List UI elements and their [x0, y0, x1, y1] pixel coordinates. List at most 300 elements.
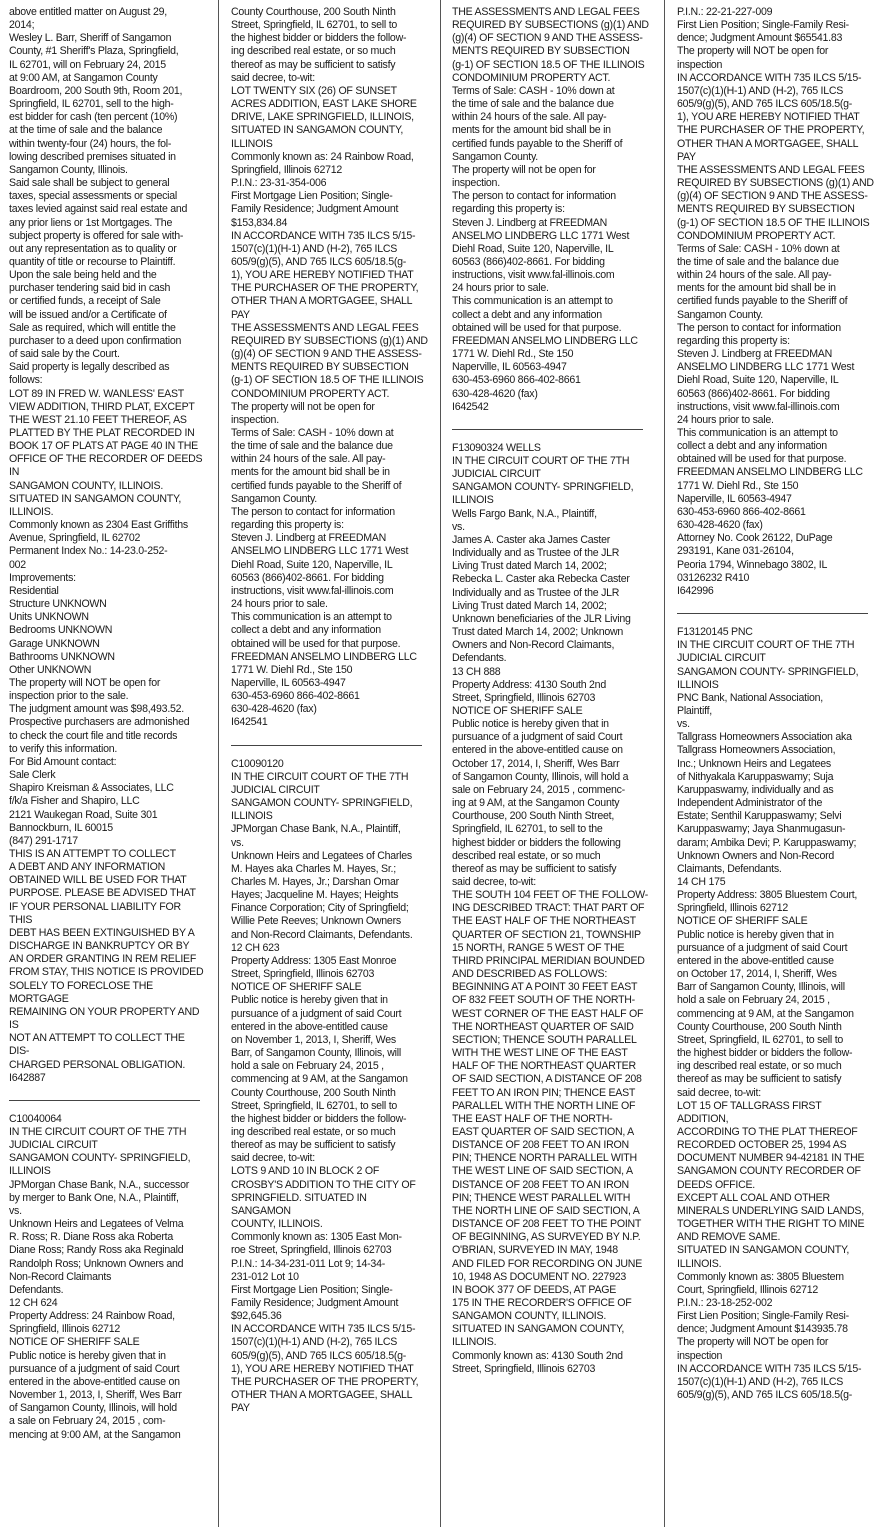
notice-line: OTHER THAN A MORTGAGEE, SHALL PAY [231, 295, 412, 321]
notice-line: OTHER THAN A MORTGAGEE, SHALL PAY [231, 1389, 412, 1415]
notice-line: DEBT HAS BEEN EXTINGUISHED BY A [9, 926, 195, 939]
notice-line: ACRES ADDITION, EAST LAKE SHORE [231, 98, 417, 111]
notice-line: ILLINOIS. [452, 1336, 497, 1349]
notice-line: P.I.N.: 14-34-231-011 Lot 9; 14-34- [231, 1257, 385, 1270]
notice-line: by merger to Bank One, N.A., Plaintiff, [9, 1191, 179, 1204]
notice-line: County Courthouse, 200 South Ninth [231, 6, 396, 18]
notice-line: SPRINGFIELD. SITUATED IN SANGAMON [231, 1191, 367, 1217]
notice-line: JUDICIAL CIRCUIT [9, 1139, 98, 1152]
notice-line: 13 CH 888 [452, 665, 501, 678]
notice-line: 15 NORTH, RANGE 5 WEST OF THE [452, 941, 625, 954]
notice-line: vs. [231, 836, 244, 849]
notice-line: instructions, visit www.fal-illinois.com [452, 269, 615, 282]
notice-line: Steven J. Lindberg at FREEDMAN [231, 532, 387, 545]
notice-line: inspection. [452, 177, 500, 190]
notice-line: DISCHARGE IN BANKRUPTCY OR BY [9, 940, 190, 953]
notice-line: Steven J. Lindberg at FREEDMAN [677, 348, 833, 361]
notice-line: This communication is an attempt to [231, 611, 392, 624]
notice-line: James A. Caster aka James Caster [452, 533, 611, 546]
notice-line: Non-Record Claimants [9, 1270, 112, 1283]
notice-line: NOTICE OF SHERIFF SALE [231, 981, 362, 994]
column-divider [664, 0, 665, 1527]
notice-line: 630-453-6960 866-402-8661 [677, 505, 806, 518]
notice-line: ments for the amount bid shall be in [231, 466, 390, 479]
notice-line: quantity of title or recourse to Plaintiff. [9, 255, 176, 268]
notice-line: Public notice is hereby given that in [9, 1349, 166, 1362]
notice-line: said decree, to-wit: [231, 71, 315, 84]
notice-line: County Courthouse, 200 South Ninth [677, 1020, 842, 1033]
notice-line: JPMorgan Chase Bank, N.A., Plaintiff, [231, 823, 401, 836]
notice-line: vs. [452, 520, 465, 533]
notice-line: OTHER THAN A MORTGAGEE, SHALL PAY [677, 137, 858, 163]
notice-line: said decree, to-wit: [231, 1152, 315, 1165]
notice-line: JUDICIAL CIRCUIT [452, 468, 541, 481]
notice-line: Diane Ross; Randy Ross aka Reginald [9, 1244, 184, 1257]
notice-line: Street, Springfield, IL 62701, to sell to [231, 1099, 398, 1112]
notice-line: First Mortgage Lien Position; Single- [231, 1283, 393, 1296]
notice-line: EAST QUARTER OF SAID SECTION, A [452, 1125, 634, 1138]
notice-line: SANGAMON COUNTY- SPRINGFIELD, [231, 797, 413, 810]
notice-line: of said sale by the Court. [9, 348, 120, 361]
notice-line: Peoria 1794, Winnebago 3802, IL [677, 558, 828, 571]
notice-line: collect a debt and any information [677, 440, 827, 453]
notice-line: out any representation as to quality or [9, 242, 177, 255]
notice-line: (847) 291-1717 [9, 834, 78, 847]
notice-line: the time of sale and the balance due [677, 255, 839, 268]
notice-line: MINERALS UNDERLYING SAID LANDS, [677, 1204, 864, 1217]
notice-line: 60563 (866)402-8661. For bidding [452, 255, 605, 268]
column-2 [231, 6, 428, 1526]
notice-line: certified funds payable to the Sheriff of [452, 137, 623, 150]
notice-line: 60563 (866)402-8661. For bidding [677, 387, 830, 400]
notice-line: 24 hours prior to sale. [231, 598, 328, 611]
notice-line: 1771 W. Diehl Rd., Ste 150 [452, 348, 574, 361]
notice-line: ANSELMO LINDBERG LLC 1771 West [677, 361, 855, 374]
notice-line: Charles M. Hayes, Jr.; Darshan Omar [231, 876, 399, 888]
notice-line: The property will not be open for [231, 400, 375, 413]
notice-line: purchaser tendering said bid in cash [9, 282, 171, 295]
notice-line: THE WEST 21.10 FEET THEREOF, AS [9, 413, 187, 426]
notice-line: subject property is offered for sale with- [9, 229, 184, 242]
notice-line: THE ASSESSMENTS AND LEGAL FEES [677, 163, 865, 176]
notice-line: hold a sale on February 24, 2015 , [231, 1060, 384, 1073]
notice-line: thereof as may be sufficient to satisfy [677, 1073, 842, 1086]
notice-line: PARALLEL WITH THE NORTH LINE OF [452, 1099, 636, 1112]
notice-line: The person to contact for information [452, 190, 616, 203]
notice-line: I642541 [231, 716, 268, 729]
notice-line: 1507(c)(1)(H-1) AND (H-2), 765 ILCS [231, 242, 398, 255]
notice-line: IN ACCORDANCE WITH 735 ILCS 5/15- [231, 229, 416, 242]
notice-line: SITUATED IN SANGAMON COUNTY, [677, 1244, 850, 1257]
notice-line: Unknown Heirs and Legatees of Velma [9, 1218, 184, 1231]
notice-line: Said property is legally described as [9, 361, 170, 374]
notice-line: dence; Judgment Amount $65541.83 [677, 32, 843, 45]
notice-line: Estate; Senthil Karuppaswamy; Selvi [677, 810, 842, 823]
notice-line: of Sangamon County, Illinois, will hold a [452, 770, 629, 783]
notice-line: SANGAMON COUNTY- SPRINGFIELD, [452, 481, 634, 494]
notice-line: DISTANCE OF 208 FEET TO AN IRON [452, 1178, 629, 1191]
notice-line: regarding this property is: [677, 334, 790, 347]
notice-line: DISTANCE OF 208 FEET TO AN IRON [452, 1139, 629, 1152]
notice-line: (g-1) OF SECTION 18.5 OF THE ILLINOIS [452, 58, 645, 71]
notice-line: ing described real estate, or so much [231, 45, 396, 58]
column-divider [440, 0, 441, 1527]
notice-line: C10090120 [231, 757, 284, 770]
notice-line: DOCUMENT NUMBER 94-42181 IN THE [677, 1152, 865, 1165]
notice-line: 12 CH 624 [9, 1297, 58, 1309]
notice-line: on November 1, 2013, I, Sheriff, Wes [231, 1033, 396, 1046]
notice-line: Diehl Road, Suite 120, Naperville, IL [231, 558, 393, 571]
notice-line: THE PURCHASER OF THE PROPERTY, [677, 124, 865, 137]
notice-line: This communication is an attempt to [677, 427, 838, 439]
notice-line: C10040064 [9, 1112, 62, 1125]
notice-line: (g-1) OF SECTION 18.5 OF THE ILLINOIS [231, 374, 424, 387]
notice-line: certified funds payable to the Sheriff of [677, 295, 848, 308]
notice-line: SANGAMON COUNTY- SPRINGFIELD, [9, 1152, 191, 1165]
notice-line: Naperville, IL 60563-4947 [231, 676, 346, 689]
notice-line: Bedrooms UNKNOWN [9, 624, 113, 637]
notice-line: AND FILED FOR RECORDING ON JUNE [452, 1257, 643, 1270]
notice-line: ILLINOIS. [9, 505, 54, 518]
notice-line: Terms of Sale: CASH - 10% down at [677, 242, 840, 255]
notice-line: on October 17, 2014, I, Sheriff, Wes [677, 968, 837, 981]
notice-block [231, 758, 428, 1416]
notice-line: est bidder for cash (ten percent (10%) [9, 111, 178, 124]
notice-line: 1507(c)(1)(H-1) AND (H-2), 765 ILCS [231, 1336, 398, 1349]
notice-line: NOTICE OF SHERIFF SALE [9, 1336, 140, 1349]
notice-line: Upon the sale being held and the [9, 269, 157, 282]
notice-line: Independent Administrator of the [677, 797, 823, 810]
notice-line: 630-428-4620 (fax) [677, 519, 763, 532]
notice-line: Courthouse, 200 South Ninth Street, [452, 810, 615, 823]
notice-line: FROM STAY, THIS NOTICE IS PROVIDED [9, 966, 204, 979]
notice-line: mencing at 9:00 AM, at the Sangamon [9, 1428, 181, 1441]
notice-line: Terms of Sale: CASH - 10% down at [452, 84, 615, 97]
notice-line: pursuance of a judgment of said Court [9, 1362, 180, 1375]
notice-line: dence; Judgment Amount $143935.78 [677, 1323, 848, 1336]
notice-line: LOT 15 OF TALLGRASS FIRST ADDITION, [677, 1099, 822, 1125]
notice-line: (g)(4) OF SECTION 9 AND THE ASSESS- [231, 348, 422, 361]
notice-line: IL 62701, will on February 24, 2015 [9, 58, 166, 71]
notice-line: daram; Ambika Devi; P. Karuppaswamy; [677, 836, 857, 849]
notice-line: at 9:00 AM, at Sangamon County [9, 71, 158, 84]
notice-line: 1), YOU ARE HEREBY NOTIFIED THAT [677, 111, 860, 124]
notice-line: thereof as may be sufficient to satisfy [231, 58, 396, 71]
notice-line: Sale as required, which will entitle the [9, 321, 176, 334]
notice-line: a sale on February 24, 2015 , com- [9, 1415, 166, 1428]
notice-line: November 1, 2013, I, Sheriff, Wes Barr [9, 1389, 182, 1402]
notice-line: commencing at 9 AM, at the Sangamon [231, 1073, 408, 1086]
notice-line: THE PURCHASER OF THE PROPERTY, [231, 1375, 419, 1388]
notice-line: Barr of Sangamon County, Illinois, will [677, 981, 845, 994]
notice-line: P.I.N.: 22-21-227-009 [677, 6, 773, 18]
notice-line: 630-428-4620 (fax) [231, 703, 317, 716]
notice-line: 630-428-4620 (fax) [452, 387, 538, 400]
notice-separator [677, 613, 868, 614]
notice-line: any prior liens or 1st Mortgages. The [9, 216, 173, 229]
notice-line: The property will NOT be open for [677, 1336, 829, 1349]
notice-line: NOT AN ATTEMPT TO COLLECT THE DIS- [9, 1032, 185, 1058]
notice-line: 2014; [9, 19, 35, 32]
notice-line: Sale Clerk [9, 769, 56, 782]
notice-line: Wesley L. Barr, Sheriff of Sangamon [9, 32, 172, 45]
notice-block [231, 6, 428, 730]
notice-line: the time of sale and the balance due [231, 440, 393, 453]
notice-line: the highest bidder or bidders the follow- [677, 1047, 853, 1060]
notice-line: Trust dated March 14, 2002; Unknown [452, 626, 624, 639]
notice-line: THE EAST HALF OF THE NORTHEAST [452, 915, 636, 928]
notice-line: Karuppaswamy, individually and as [677, 783, 834, 796]
notice-line: The property will NOT be open for [9, 676, 161, 689]
notice-line: PLATTED BY THE PLAT RECORDED IN [9, 427, 195, 439]
notice-line: Springfield, IL 62701, sell to the high- [9, 98, 174, 111]
notice-line: AND DESCRIBED AS FOLLOWS: [452, 968, 608, 981]
notice-line: Property Address: 24 Rainbow Road, [9, 1310, 175, 1323]
notice-line: regarding this property is: [452, 203, 565, 216]
notice-line: THE EAST HALF OF THE NORTH- [452, 1112, 613, 1125]
notice-line: ANSELMO LINDBERG LLC 1771 West [452, 229, 630, 242]
notice-line: obtained will be used for that purpose. [677, 453, 847, 466]
notice-line: MENTS REQUIRED BY SUBSECTION [677, 203, 855, 216]
notice-line: follows: [9, 374, 43, 387]
notice-line: 605/9(g)(5), AND 765 ILCS 605/18.5(g- [231, 1349, 407, 1362]
notice-line: Hayes; Jacqueline M. Hayes; Heights [231, 889, 399, 902]
notice-line: Permanent Index No.: 14-23.0-252- [9, 545, 168, 558]
notice-line: First Mortgage Lien Position; Single- [231, 190, 393, 203]
notice-line: pursuance of a judgment of said Court [231, 1007, 402, 1020]
notice-line: CHARGED PERSONAL OBLIGATION. [9, 1058, 186, 1071]
notice-line: County Courthouse, 200 South Ninth [231, 1086, 396, 1099]
notice-line: The person to contact for information [677, 321, 841, 334]
notice-line: Avenue, Springfield, IL 62702 [9, 532, 141, 545]
notice-line: F13090324 WELLS [452, 441, 541, 454]
notice-line: FREEDMAN ANSELMO LINDBERG LLC [452, 334, 638, 347]
notice-line: Barr, of Sangamon County, Illinois, will [231, 1047, 401, 1060]
notice-line: or certified funds, a receipt of Sale [9, 295, 161, 308]
notice-line: entered in the above-entitled cause [231, 1020, 388, 1033]
notice-line: DRIVE, LAKE SPRINGFIELD, ILLINOIS, [231, 111, 414, 124]
notice-line: Commonly known as: 24 Rainbow Road, [231, 150, 414, 163]
notice-line: Karuppaswamy; Jaya Shanmugasun- [677, 823, 846, 836]
notice-line: This communication is an attempt to [452, 295, 613, 308]
notice-line: Claimants, Defendants. [677, 862, 782, 875]
notice-line: and Non-Record Claimants, Defendants. [231, 928, 413, 941]
notice-line: MENTS REQUIRED BY SUBSECTION [452, 45, 630, 58]
notice-line: THE SOUTH 104 FEET OF THE FOLLOW- [452, 889, 649, 902]
notice-line: certified funds payable to the Sheriff of [231, 479, 402, 492]
notice-line: commencing at 9 AM, at the Sangamon [677, 1007, 854, 1020]
notice-line: QUARTER OF SECTION 21, TOWNSHIP [452, 928, 641, 941]
notice-line: roe Street, Springfield, Illinois 62703 [231, 1244, 392, 1257]
notice-line: Property Address: 1305 East Monroe [231, 954, 397, 967]
notice-line: Finance Corporation; City of Springfield; [231, 902, 409, 915]
notice-line: I642542 [452, 400, 489, 413]
notice-line: ILLINOIS [231, 810, 273, 823]
notice-line: Steven J. Lindberg at FREEDMAN [452, 216, 608, 229]
notice-line: NOTICE OF SHERIFF SALE [677, 915, 808, 928]
notice-line: (g)(4) OF SECTION 9 AND THE ASSESS- [452, 32, 643, 45]
notice-block [677, 626, 874, 1402]
notice-line: SITUATED IN SANGAMON COUNTY, [452, 1323, 625, 1336]
notice-line: thereof as may be sufficient to satisfy [452, 862, 617, 875]
notice-line: Court, Springfield, Illinois 62712 [677, 1283, 819, 1296]
notice-line: LOT 89 IN FRED W. WANLESS' EAST [9, 387, 184, 400]
notice-line: IN THE CIRCUIT COURT OF THE 7TH [452, 455, 630, 467]
notice-line: THIS IS AN ATTEMPT TO COLLECT [9, 848, 176, 860]
notice-line: Diehl Road, Suite 120, Naperville, IL [452, 242, 614, 255]
notice-line: ILLINOIS [452, 494, 494, 507]
notice-line: THIRD PRINCIPAL MERIDIAN BOUNDED [452, 954, 645, 967]
notice-line: of Sangamon County, Illinois, will hold [9, 1402, 177, 1415]
notice-line: THE ASSESSMENTS AND LEGAL FEES [231, 321, 419, 334]
notice-line: Property Address: 3805 Bluestem Court, [677, 889, 858, 902]
notice-line: Shapiro Kreisman & Associates, LLC [9, 782, 174, 795]
notice-line: R. Ross; R. Diane Ross aka Roberta [9, 1231, 174, 1244]
notice-line: at the time of sale and the balance [9, 124, 163, 137]
notice-line: Tallgrass Homeowners Association aka [677, 731, 852, 744]
notice-line: For Bid Amount contact: [9, 755, 117, 768]
notice-line: F13120145 PNC [677, 626, 753, 639]
notice-line: SANGAMON COUNTY RECORDER OF [677, 1165, 861, 1178]
notice-line: PURPOSE. PLEASE BE ADVISED THAT [9, 887, 196, 900]
notice-line: The property will NOT be open for [677, 45, 829, 58]
notice-line: October 17, 2014, I, Sheriff, Wes Barr [452, 757, 620, 770]
notice-line: IN THE CIRCUIT COURT OF THE 7TH [231, 770, 409, 783]
notice-line: Naperville, IL 60563-4947 [677, 492, 792, 505]
notice-line: Springfield, IL 62701, to sell to the [452, 823, 603, 836]
notice-line: inspection prior to the sale. [9, 690, 129, 703]
notice-line: sale on February 24, 2015 , commenc- [452, 783, 625, 796]
notice-line: SANGAMON COUNTY- SPRINGFIELD, [677, 665, 859, 678]
notice-line: Owners and Non-Record Claimants, [452, 639, 615, 652]
notice-line: Sangamon County. [677, 308, 763, 321]
notice-line: entered in the above-entitled cause on [452, 744, 623, 757]
notice-line: Structure UNKNOWN [9, 598, 107, 611]
notice-line: OF SAID SECTION, A DISTANCE OF 208 [452, 1073, 642, 1086]
notice-line: 1507(c)(1)(H-1) AND (H-2), 765 ILCS [677, 1375, 844, 1388]
notice-line: inspection [677, 58, 723, 71]
notice-line: 24 hours prior to sale. [452, 282, 549, 295]
notice-line: instructions, visit www.fal-illinois.com [677, 400, 840, 413]
notice-line: IN THE CIRCUIT COURT OF THE 7TH [677, 639, 855, 652]
notice-line: OFFICE OF THE RECORDER OF DEEDS IN [9, 453, 203, 479]
notice-line: CONDOMINIUM PROPERTY ACT. [452, 71, 611, 84]
notice-line: the highest bidder or bidders the follow- [231, 32, 407, 45]
notice-line: PIN; THENCE WEST PARALLEL WITH [452, 1191, 631, 1204]
notice-line: within 24 hours of the sale. All pay- [677, 269, 832, 282]
notice-line: Living Trust dated March 14, 2002; [452, 560, 607, 573]
notice-line: 605/9(g)(5), AND 765 ILCS 605/18.5(g- [231, 255, 407, 268]
notice-line: VIEW ADDITION, THIRD PLAT, EXCEPT [9, 400, 195, 413]
notice-line: WEST CORNER OF THE EAST HALF OF [452, 1007, 644, 1020]
notice-line: 605/9(g)(5), AND 765 ILCS 605/18.5(g- [677, 1389, 853, 1402]
notice-line: Public notice is hereby given that in [231, 994, 388, 1007]
notice-line: Willie Pete Reeves; Unknown Owners [231, 915, 401, 928]
notice-line: Residential [9, 584, 59, 597]
notice-line: highest bidder or bidders the following [452, 836, 621, 849]
notice-line: FREEDMAN ANSELMO LINDBERG LLC [677, 466, 863, 479]
notice-line: instructions, visit www.fal-illinois.com [231, 584, 394, 597]
notice-line: Naperville, IL 60563-4947 [452, 361, 567, 374]
notice-line: WITH THE WEST LINE OF THE EAST [452, 1047, 628, 1060]
notice-line: REMAINING ON YOUR PROPERTY AND IS [9, 1005, 200, 1032]
notice-line: Street, Springfield, IL 62701, to sell to [231, 19, 398, 32]
notice-block [452, 442, 649, 1376]
notice-line: 175 IN THE RECORDER'S OFFICE OF [452, 1297, 632, 1309]
notice-line: FEET TO AN IRON PIN; THENCE EAST [452, 1086, 636, 1099]
notice-line: f/k/a Fisher and Shapiro, LLC [9, 795, 140, 808]
notice-line: HALF OF THE NORTHEAST QUARTER [452, 1060, 636, 1073]
notice-line: ILLINOIS. [677, 1257, 722, 1270]
notice-line: 1507(c)(1)(H-1) AND (H-2), 765 ILCS [677, 84, 844, 97]
notice-line: REQUIRED BY SUBSECTIONS (g)(1) AND [452, 19, 649, 32]
notice-line: First Lien Position; Single-Family Resi- [677, 1310, 849, 1323]
notice-line: Unknown Heirs and Legatees of Charles [231, 849, 412, 862]
notice-line: Commonly known as: 4130 South 2nd [452, 1349, 623, 1362]
notice-line: Boardroom, 200 South 9th, Room 201, [9, 84, 183, 97]
notice-line: entered in the above-entitled cause [677, 954, 834, 967]
notice-line: SITUATED IN SANGAMON COUNTY, [9, 492, 182, 505]
notice-line: (g-1) OF SECTION 18.5 OF THE ILLINOIS [677, 216, 870, 229]
notice-line: 10, 1948 AS DOCUMENT NO. 227923 [452, 1270, 627, 1283]
notice-line: Improvements: [9, 571, 76, 584]
notice-line: ments for the amount bid shall be in [677, 282, 836, 295]
notice-line: Commonly known as 2304 East Griffiths [9, 519, 188, 532]
notice-line: SANGAMON COUNTY, ILLINOIS. [9, 479, 164, 492]
notice-line: IN ACCORDANCE WITH 735 ILCS 5/15- [231, 1323, 416, 1336]
notice-line: 03126232 R410 [677, 571, 750, 584]
notice-line: 231-012 Lot 10 [231, 1270, 299, 1283]
notice-line: $153,834.84 [231, 216, 288, 229]
notice-line: PNC Bank, National Association, [677, 691, 823, 704]
notice-line: ing described real estate, or so much [677, 1060, 842, 1073]
notice-line: IN BOOK 377 OF DEEDS, AT PAGE [452, 1283, 617, 1296]
notice-line: The judgment amount was $98,493.52. [9, 703, 184, 716]
notice-line: 2121 Waukegan Road, Suite 301 [9, 808, 158, 821]
notice-line: Diehl Road, Suite 120, Naperville, IL [677, 374, 839, 387]
notice-line: Unknown Owners and Non-Record [677, 849, 835, 862]
notice-line: Defendants. [9, 1283, 64, 1296]
notice-line: 1), YOU ARE HEREBY NOTIFIED THAT [231, 1362, 414, 1375]
notice-line: obtained will be used for that purpose. [231, 637, 401, 650]
notice-block [9, 6, 206, 1085]
notice-line: ments for the amount bid shall be in [452, 124, 611, 137]
notice-separator [9, 1100, 200, 1101]
notice-line: 1771 W. Diehl Rd., Ste 150 [677, 479, 799, 492]
notice-line: THE ASSESSMENTS AND LEGAL FEES [452, 6, 640, 18]
notice-line: Property Address: 4130 South 2nd [452, 678, 606, 691]
notice-line: BOOK 17 OF PLATS AT PAGE 40 IN THE [9, 440, 198, 453]
notice-line: of Nithyakala Karuppaswamy; Suja [677, 770, 834, 783]
notice-line: I642996 [677, 584, 714, 597]
notice-line: County, #1 Sheriff's Plaza, Springfield, [9, 45, 179, 58]
notice-line: SITUATED IN SANGAMON COUNTY, [231, 124, 404, 137]
notice-line: OBTAINED WILL BE USED FOR THAT [9, 874, 187, 887]
notice-line: Individually and as Trustee of the JLR [452, 586, 620, 599]
notice-line: IF YOUR PERSONAL LIABILITY FOR THIS [9, 900, 181, 926]
notice-line: The person to contact for information [231, 505, 395, 518]
notice-line: 60563 (866)402-8661. For bidding [231, 571, 384, 584]
notice-line: said decree, to-wit: [677, 1086, 761, 1099]
notice-line: Prospective purchasers are admonished [9, 716, 190, 729]
notice-line: 605/9(g)(5), AND 765 ILCS 605/18.5(g- [677, 98, 853, 111]
notice-line: BEGINNING AT A POINT 30 FEET EAST [452, 981, 638, 994]
notice-line: taxes, special assessments or special [9, 190, 177, 203]
notice-line: Terms of Sale: CASH - 10% down at [231, 427, 394, 439]
notice-line: Bannockburn, IL 60015 [9, 821, 113, 834]
notice-line: JPMorgan Chase Bank, N.A., successor [9, 1178, 190, 1191]
notice-line: LOTS 9 AND 10 IN BLOCK 2 OF [231, 1165, 380, 1178]
